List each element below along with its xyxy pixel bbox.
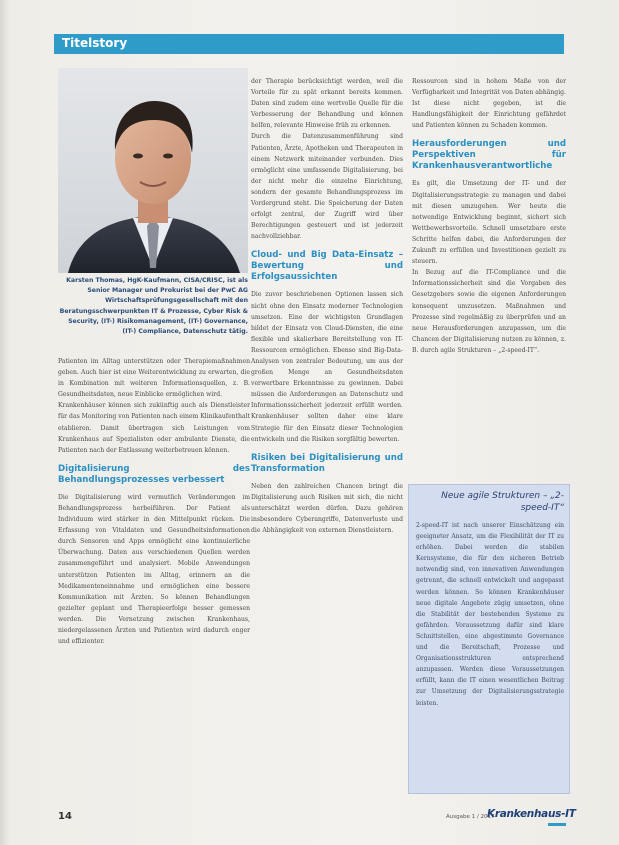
portrait-illustration xyxy=(58,68,248,273)
portrait-photo xyxy=(58,68,248,273)
body-paragraph: Patienten im Alltag unterstützen oder Therapiemaßnahmen geben. Auch hier ist eine Weiterentwicklung zu erwarten, die in Kombination mit weiteren Informationsquellen, z. B. Gesundheitsdaten, neue Einblicke ermöglichen wird. xyxy=(58,358,250,399)
text-column-2 xyxy=(251,76,403,806)
body-paragraph: In Bezug auf die IT-Compliance und die Informationssicherheit sind die Vorgaben des Gesetzgebers sowie die eigenen Anforderungen konsequent umzusetzen. Maßnahmen und Prozesse sind regelmäßig zu überprüfen und an neue Herausforderungen anzupassen, um die Chancen der Digitalisierung nutzen zu können, z. B. durch agile Strukturen – „2-speed-IT“. xyxy=(412,269,566,354)
section-header-bar xyxy=(54,34,564,54)
body-paragraph: der Therapie berücksichtigt werden, weil die Vorteile für zu spät erkannt bereits kommen. Daten sind zudem eine wertvolle Quelle für die Verbesserung der Behandlung und können helfen, relevante Hinweise früh zu erkennen. xyxy=(251,78,403,130)
subheading: Risiken bei Digitalisierung und Transformation xyxy=(251,452,403,474)
issue-label: Ausgabe 1 / 2017 xyxy=(446,814,495,820)
body-paragraph: Krankenhäuser können sich zukünftig auch als Dienstleister für das Monitoring von Patienten nach einem Klinikaufenthalt etablieren. Damit übertragen sich Leistungen vom Krankenhaus auf Spezialisten oder ambulante Dienste, die Patienten nach der Entlassung weiterbetreuen können. xyxy=(58,402,250,454)
text-column-3 xyxy=(412,76,566,486)
body-paragraph: Die zuvor beschriebenen Optionen lassen sich nicht ohne den Einsatz moderner Technologien umsetzen. Eine der wichtigsten Grundlagen bildet der Einsatz von Cloud-Diensten, die eine flexible und skalierbare Bereitstellung von IT-Ressourcen ermöglichen. Ebenso sind Big-Data-Analysen von zentraler Bedeutung, um aus der großen Menge an Gesundheitsdaten verwertbare Erkenntnisse zu gewinnen. Dabei müssen die Anforderungen an Datenschutz und Informationssicherheit jederzeit erfüllt werden. Krankenhäuser sollten daher eine klare Strategie für den Einsatz dieser Technologien entwickeln und die Risiken sorgfältig bewerten. xyxy=(251,291,403,443)
subheading: Herausforderungen und Perspektiven für Krankenhausverantwortliche xyxy=(412,139,566,172)
body-paragraph: Die Digitalisierung wird vermutlich Veränderungen im Behandlungsprozess herbeiführen. Der Patient als Individuum wird stärker in den Mittelpunkt rücken. Die Erfassung von Vitaldaten und Gesundheitsinformationen durch Sensoren und Apps ermöglicht eine kontinuierliche Überwachung. Daten aus verschiedenen Quellen werden zusammengeführt und analysiert. Mobile Anwendungen unterstützen Patienten im Alltag, erinnern an die Medikamenteneinnahme und ermöglichen eine bessere Kommunikation mit Ärzten. So können Behandlungen gezielter geplant und Therapieerfolge besser gemessen werden. Die Vernetzung zwischen Krankenhaus, niedergelassenen Ärzten und Patienten wird dadurch enger und effizienter. xyxy=(58,493,250,646)
body-paragraph: Es gilt, die Umsetzung der IT- und der Digitalisierungsstrategie zu managen und dabei mit diesen umzugehen. Wer heute die notwendige Entwicklung beginnt, sichert sich Wettbewerbsvorteile. Schnell umsetzbare erste Schritte helfen dabei, die Anforderungen der Zukunft zu erfüllen und Investitionen gezielt zu steuern. xyxy=(412,180,566,266)
magazine-logo: Krankenhaus-IT xyxy=(487,808,576,820)
sidebar-box-text: 2-speed-IT ist nach unserer Einschätzung ein geeigneter Ansatz, um die Flexibilität der IT zu erhöhen. Dabei werden die stabilen Kernsysteme, die für den sicheren Betrieb notwendig sind, von innovativen Anwendungen getrennt, die schnell entwickelt und angepasst werden können. So können Krankenhäuser neue digitale Angebote zügig umsetzen, ohne die Stabilität der bestehenden Systeme zu gefährden. Voraussetzung dafür sind klare Schnittstellen, eine abgestimmte Governance und die Bereitschaft, Prozesse und Organisationsstrukturen entsprechend anzupassen. Werden diese Voraussetzungen erfüllt, kann die IT einen wesentlichen Beitrag zur Umsetzung der Digitalisierungsstrategie leisten. xyxy=(416,522,564,707)
section-label: Titelstory xyxy=(62,36,128,50)
subheading: Cloud- und Big Data-Einsatz – Bewertung und Erfolgsaussichten xyxy=(251,250,403,283)
text-column-1 xyxy=(58,356,250,806)
sidebar-box-title: Neue agile Strukturen – „2-speed-IT“ xyxy=(441,491,564,513)
page-number: 14 xyxy=(58,811,72,822)
photo-caption: Karsten Thomas, HgK-Kaufmann, CISA/CRISC, ist als Senior Manager und Prokurist bei der PwC AG Wirtschaftsprüfungsgesellschaft mit den Beratungsschwerpunkten IT & Prozesse, Cyber Risk & Security, (IT-) Risikomanagement, (IT-) Governance, (IT-) Compliance, Datenschutz tätig. xyxy=(59,277,248,336)
body-paragraph: Neben den zahlreichen Chancen bringt die Digitalisierung auch Risiken mit sich, die nicht unterschätzt werden dürfen. Dazu gehören insbesondere Cyberangriffe, Datenverluste und die Abhängigkeit von externen Dienstleistern. xyxy=(251,482,403,535)
body-paragraph: Durch die Datenzusammenführung sind Patienten, Ärzte, Apotheken und Therapeuten in einem Netzwerk miteinander verbunden. Dies ermöglicht eine umfassende Digitalisierung, bei der nicht mehr die einzelne Einrichtung, sondern der gesamte Behandlungsprozess im Vordergrund steht. Die Speicherung der Daten erfolgt zentral, der Zugriff wird über Berechtigungen gesteuert und ist jederzeit nachvollziehbar. xyxy=(251,133,403,241)
subheading: Digitalisierung des Behandlungsprozesses verbessert xyxy=(58,463,250,485)
body-paragraph: Ressourcen sind in hohem Maße von der Verfügbarkeit und Integrität von Daten abhängig. Ist diese nicht gegeben, ist die Handlungsfähigkeit der Einrichtung gefährdet und Patienten können zu Schaden kommen. xyxy=(412,78,566,130)
logo-underline xyxy=(548,823,566,826)
